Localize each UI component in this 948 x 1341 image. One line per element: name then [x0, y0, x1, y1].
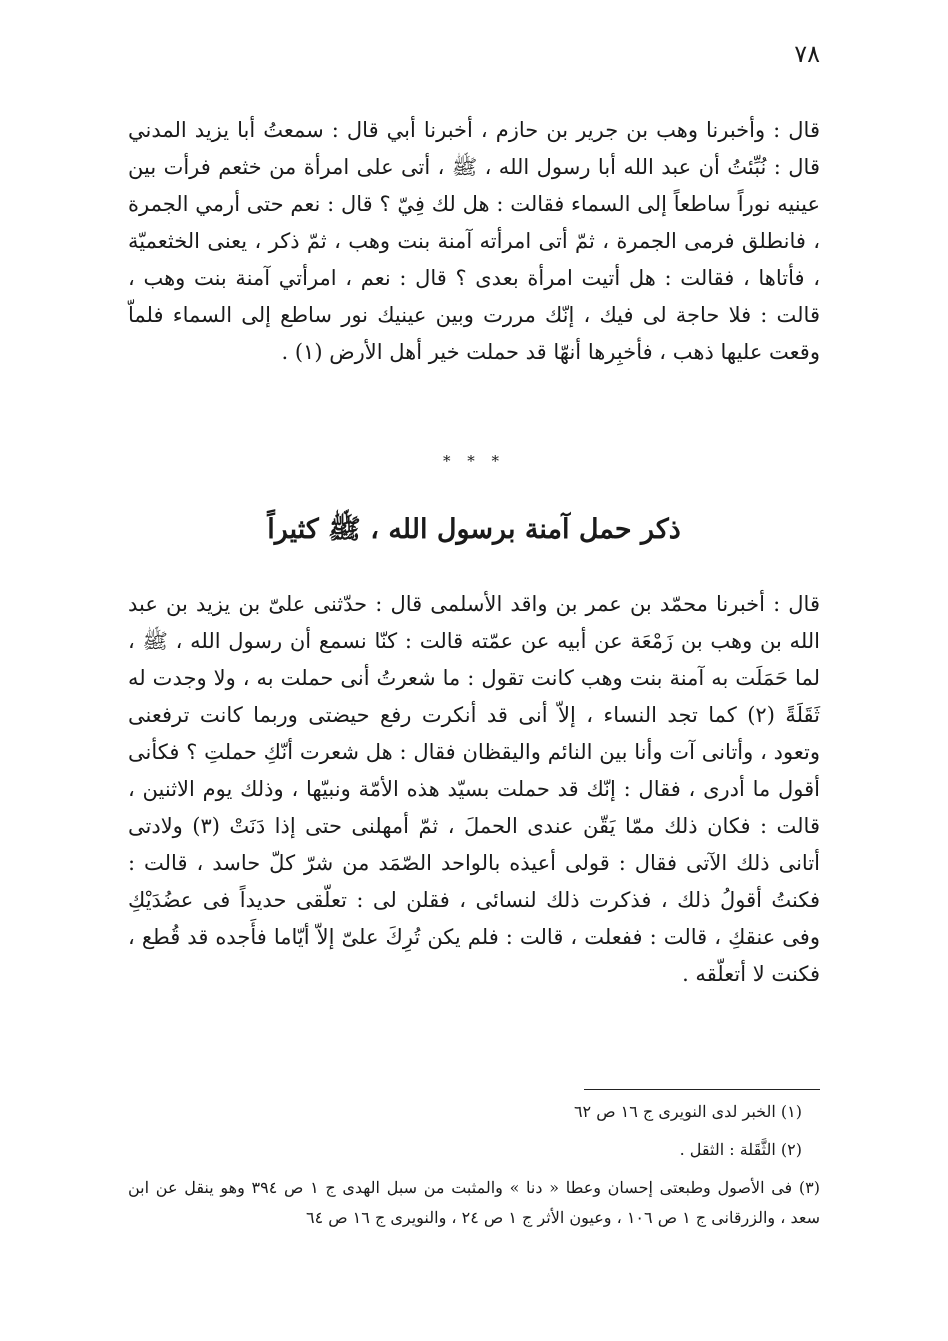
- footnote-3: (٣) فى الأصول وطبعتى إحسان وعطا « دنا » والمثبت من سبل الهدى ج ١ ص ٣٩٤ وهو ينقل عن ابن سعد ، والزرقانى ج ١ ص ١٠٦ ، وعيون الأثر ج ١ ص ٢٤ ، والنويرى ج ١٦ ص ٦٤: [128, 1178, 820, 1227]
- page-number: ٧٨: [794, 40, 820, 68]
- footnotes: [128, 1097, 820, 1241]
- footnote-2: (٢) الثَّقَلة : الثقل .: [679, 1140, 802, 1159]
- footnote-divider: [584, 1089, 820, 1090]
- section-separator: * * *: [442, 452, 506, 470]
- paragraph-2: قال : أخبرنا محمّد بن عمر بن واقد الأسلمى قال : حدّثنى علىّ بن يزيد بن عبد الله بن وهب بن زَمْعَة عن أبيه عن عمّته قالت : كنّا نسمع أن رسول الله ، ﷺ ، لما حَمَلَت به آمنة بنت وهب كانت تقول : ما شعرتُ أنى حملت به ، ولا وجدت له ثَقَلَةً (٢) كما تجد النساء ، إلاّ أنى قد أنكرت رفع حيضتى وربما كانت ترفعنى وتعود ، وأتانى آت وأنا بين النائم واليقظان فقال : هل شعرت أنّكِ حملتِ ؟ فكأنى أقول ما أدرى ، فقال : إنّك قد حملت بسيّد هذه الأمّة ونبيّها ، وذلك يوم الاثنين ، قالت : فكان ذلك ممّا يَقّن عندى الحملَ ، ثمّ أمهلنى حتى إذا دَنَتْ (٣) ولادتى أتانى ذلك الآتى فقال : قولى أعيذه بالواحد الصّمَد من شرّ كلّ حاسد ، قالت : فكنتُ أقولُ ذلك ، فذكرت ذلك لنسائى ، فقلن لى : تعلّقى حديداً فى عضُدَيْكِ وفى عنقكِ ، قالت : ففعلت ، قالت : فلم يكن تُرِكَ علىّ إلاّ أيّاما فأَجده قد قُطع ، فكنت لا أتعلّقه .: [128, 592, 820, 986]
- section-title: ذكر حمل آمنة برسول الله ، ﷺ كثيراً: [267, 514, 681, 545]
- paragraph-1: قال : وأخبرنا وهب بن جرير بن حازم ، أخبرنا أبي قال : سمعتُ أبا يزيد المدني قال : نُبِّئتُ أن عبد الله أبا رسول الله ، ﷺ ، أتى على امرأة من خثعم فرأت بين عينيه نوراً ساطعاً إلى السماء فقالت : هل لك فِيّ ؟ قال : نعم حتى أرمي الجمرة ، فانطلق فرمى الجمرة ، ثمّ أتى امرأته آمنة بنت وهب ، ثمّ ذكر ، يعنى الخثعميّة ، فأتاها ، فقالت : هل أتيت امرأة بعدى ؟ قال : نعم ، امرأتي آمنة بنت وهب ، قالت : فلا حاجة لى فيك ، إنّك مررت وبين عينيك نور ساطع إلى السماء فلماّ وقعت عليها ذهب ، فأخبِرها أنهّا قد حملت خير أهل الأرض (١) .: [128, 118, 820, 364]
- footnote-1: (١) الخبر لدى النويرى ج ١٦ ص ٦٢: [573, 1102, 802, 1121]
